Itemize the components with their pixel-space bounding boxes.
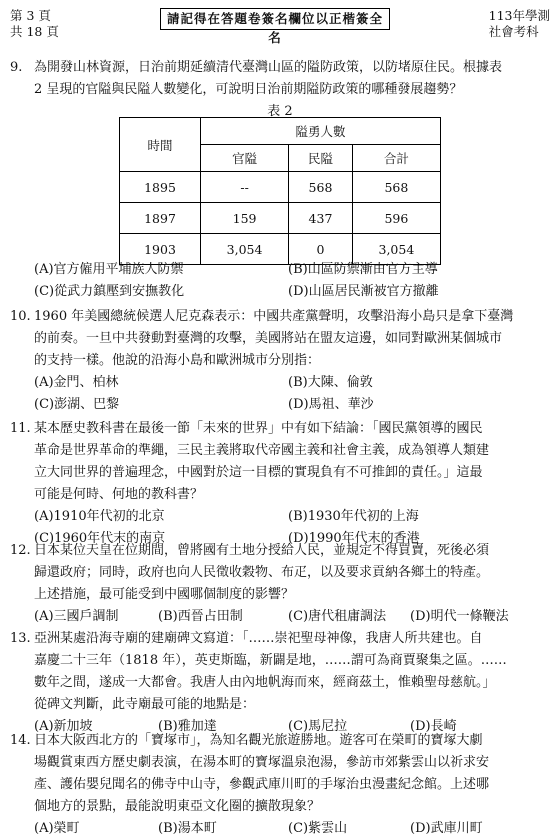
question-10 <box>10 306 550 416</box>
option-d[interactable]: (D)明代一條鞭法 <box>410 609 509 624</box>
question-11 <box>10 418 550 550</box>
option-b[interactable]: (B)山區防禦漸由官方主導 <box>288 262 438 277</box>
cell-civil: 568 <box>289 172 353 203</box>
option-a[interactable]: (A)三國戶調制 <box>34 609 119 624</box>
table-row <box>120 172 441 203</box>
question-text-line: 產、護佑嬰兒聞名的佛寺中山寺，參觀武庫川町的手塚治虫漫畫紀念館。上述哪 <box>34 777 490 792</box>
option-a[interactable]: (A)官方僱用平埔族人防禦 <box>34 262 184 277</box>
cell-official: 159 <box>201 203 289 234</box>
option-b[interactable]: (B)湯本町 <box>158 821 217 836</box>
total-pages: 共 18 頁 <box>10 24 59 39</box>
question-9 <box>10 57 550 101</box>
question-text-line: 2 呈現的官隘與民隘人數變化，可說明日治前期隘防政策的哪種發展趨勢？ <box>34 82 463 97</box>
page-number: 第 3 頁 <box>10 8 51 23</box>
question-text-line: 革命是世界革命的準繩，三民主義將取代帝國主義和社會主義，成為領導人類建 <box>34 443 490 458</box>
question-text-line: 亞洲某處沿海寺廟的建廟碑文寫道：「……崇祀聖母神像，我唐人所共建也。自 <box>34 631 483 646</box>
option-c[interactable]: (C)唐代租庸調法 <box>288 609 387 624</box>
question-12 <box>10 540 550 628</box>
question-text-line: 可能是何時、何地的教科書？ <box>34 487 204 502</box>
question-text-line: 為開發山林資源，日治前期延續清代臺灣山區的隘防政策，以防堵原住民。根據表 <box>34 60 503 75</box>
table-header-official: 官隘 <box>201 145 289 172</box>
option-d[interactable]: (D)1990年代末的香港 <box>288 531 420 546</box>
option-a[interactable]: (A)1910年代初的北京 <box>34 509 165 524</box>
question-text-line: 嘉慶二十三年（1818 年），英吏斯臨，新闢是地，……謂可為商賈聚集之區。…… <box>34 653 507 668</box>
option-a[interactable]: (A)新加坡 <box>34 719 93 734</box>
page-number-block <box>10 8 59 40</box>
table-caption: 表 2 <box>267 104 293 119</box>
option-d[interactable]: (D)馬祖、華沙 <box>288 397 374 412</box>
question-13 <box>10 628 550 738</box>
question-text-line: 立大同世界的普遍理念，中國對於這一目標的實現負有不可推卸的責任。」這最 <box>34 465 483 480</box>
option-a[interactable]: (A)金門、柏林 <box>34 375 119 390</box>
table-header-time: 時間 <box>120 118 201 172</box>
question-text-line: 數年之間，遂成一大都會。我唐人由內地帆海而來，經商茲土，惟賴聖母慈航。」 <box>34 675 496 690</box>
question-text-line: 場觀賞東西方歷史劇表演，在湯本町的寶塚溫泉泡湯，參訪市郊紫雲山以祈求安 <box>34 755 490 770</box>
option-b[interactable]: (B)大陳、倫敦 <box>288 375 373 390</box>
option-b[interactable]: (B)雅加達 <box>158 719 217 734</box>
question-text-line: 的前奏。一旦中共發動對臺灣的攻擊，美國將站在盟友這邊，如同對歐洲某個城市 <box>34 331 503 346</box>
option-c[interactable]: (C)從武力鎮壓到安撫教化 <box>34 284 185 299</box>
option-c[interactable]: (C)1960年代末的南京 <box>34 531 166 546</box>
cell-year: 1897 <box>120 203 201 234</box>
cell-year: 1895 <box>120 172 201 203</box>
cell-total: 3,054 <box>352 234 440 265</box>
question-number: 10. <box>10 309 31 324</box>
cell-official: 3,054 <box>201 234 289 265</box>
question-text-line: 上述措施，最可能受到中國哪個制度的影響？ <box>34 587 295 602</box>
question-text-line: 從碑文判斷，此寺廟最可能的地點是： <box>34 697 256 712</box>
question-text-line: 歸還政府；同時，政府也向人民徵收穀物、布疋，以及要求貢納各鄉土的特產。 <box>34 565 490 580</box>
table-header-total: 合計 <box>352 145 440 172</box>
question-text-line: 日本某位天皇在位期間，曾將國有土地分授給人民，並規定不得買賣，死後必須 <box>34 543 490 558</box>
option-b[interactable]: (B)1930年代初的上海 <box>288 509 419 524</box>
exam-year: 113年學測 <box>488 8 550 23</box>
option-c[interactable]: (C)紫雲山 <box>288 821 348 836</box>
option-b[interactable]: (B)西晉占田制 <box>158 609 243 624</box>
question-number: 13. <box>10 631 31 646</box>
question-text-line: 的支持一樣。他說的沿海小島和歐洲城市分別指： <box>34 353 321 368</box>
option-c[interactable]: (C)馬尼拉 <box>288 719 348 734</box>
cell-civil: 437 <box>289 203 353 234</box>
question-14 <box>10 730 550 840</box>
option-d[interactable]: (D)山區居民漸被官方撤離 <box>288 284 439 299</box>
question-number: 14. <box>10 733 31 748</box>
table-row <box>120 203 441 234</box>
question-number: 12. <box>10 543 31 558</box>
option-d[interactable]: (D)長崎 <box>410 719 457 734</box>
question-text-line: 1960 年美國總統候選人尼克森表示：中國共產黨聲明，攻擊沿海小島只是拿下臺灣 <box>34 309 514 324</box>
question-text-line: 某本歷史教科書在最後一節「未來的世界」中有如下結論：「國民黨領導的國民 <box>34 421 483 436</box>
table-header-civil: 民隘 <box>289 145 353 172</box>
signature-notice-box: 請記得在答題卷簽名欄位以正楷簽全名 <box>160 8 390 30</box>
option-a[interactable]: (A)榮町 <box>34 821 80 836</box>
option-d[interactable]: (D)武庫川町 <box>410 821 483 836</box>
page-header <box>10 8 550 45</box>
question-number: 11. <box>10 421 31 436</box>
cell-civil: 0 <box>289 234 353 265</box>
cell-year: 1903 <box>120 234 201 265</box>
cell-total: 596 <box>352 203 440 234</box>
exam-info-block <box>489 8 550 40</box>
question-text-line: 個地方的景點，最能說明東亞文化圈的擴散現象？ <box>34 799 321 814</box>
exam-subject: 社會考科 <box>488 24 539 39</box>
question-number: 9. <box>10 60 23 75</box>
option-c[interactable]: (C)澎湖、巴黎 <box>34 397 120 412</box>
question-text-line: 日本大阪西北方的「寶塚市」，為知名觀光旅遊勝地。遊客可在榮町的寶塚大劇 <box>34 733 483 748</box>
table-header-group: 隘勇人數 <box>201 118 441 145</box>
question-9-options <box>10 259 550 303</box>
cell-total: 568 <box>352 172 440 203</box>
guard-count-table <box>119 117 441 265</box>
cell-official: -- <box>201 172 289 203</box>
